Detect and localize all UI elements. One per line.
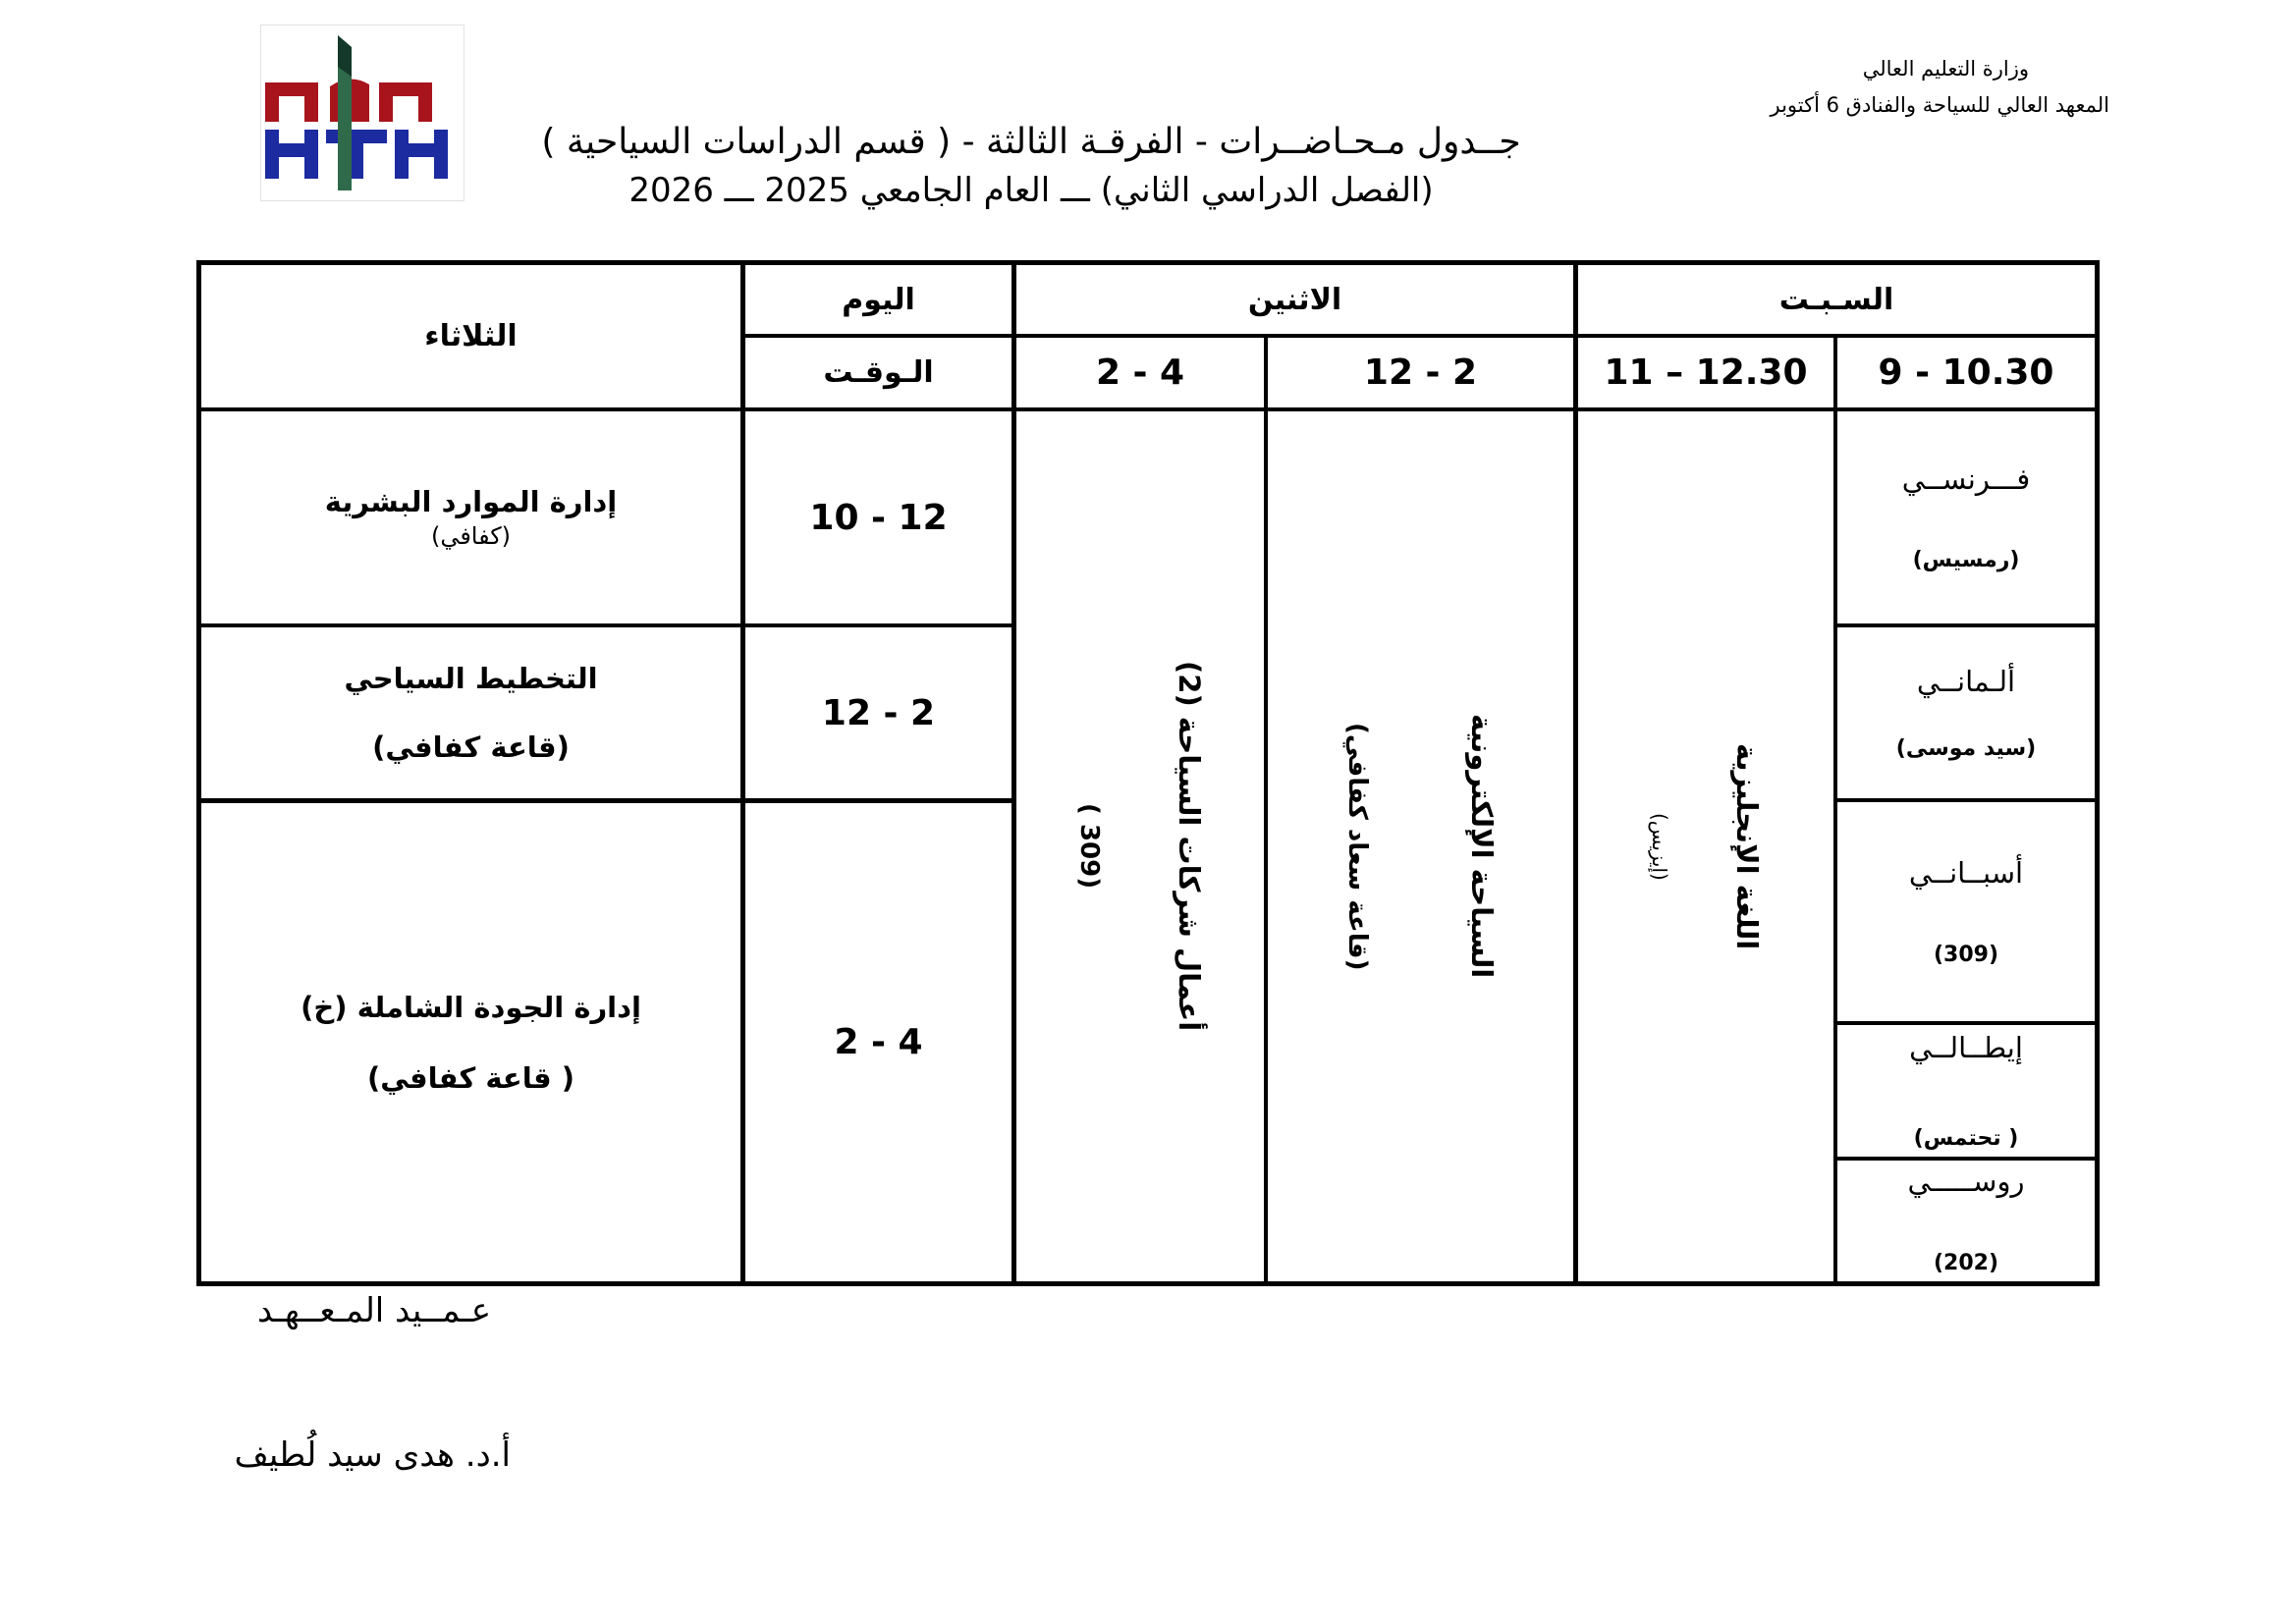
room-name: (309) bbox=[1933, 943, 1999, 968]
course-name: إدارة الموارد البشرية bbox=[324, 485, 618, 518]
course-name: اللغة الإنجليزية bbox=[1730, 742, 1764, 950]
language-russian bbox=[1837, 1161, 2095, 1281]
course-name: أعمال شركات السياحة (2) bbox=[1173, 661, 1206, 1032]
room-name: ( تحتمس) bbox=[1913, 1126, 2019, 1151]
tuesday-time-1: 12 - 10 bbox=[809, 497, 948, 538]
room-name: (قاعة كفافي) bbox=[372, 730, 570, 764]
tuesday-session-2 bbox=[201, 627, 740, 798]
dean-title: عـمــيد المـعــهـد bbox=[257, 1291, 491, 1330]
monday-session-2 bbox=[1016, 411, 1264, 1281]
tuesday-session-1 bbox=[201, 411, 740, 623]
room-name: (كفافي) bbox=[430, 522, 512, 550]
room-name: (قاعة سعاد كفافي) bbox=[1342, 722, 1372, 971]
course-name: إيطــالــي bbox=[1909, 1031, 2023, 1064]
course-name: ألـمانــي bbox=[1916, 665, 2016, 699]
monday-session-1 bbox=[1268, 411, 1573, 1281]
schedule-table bbox=[196, 260, 2100, 1286]
ministry-name: وزارة التعليم العالي bbox=[1862, 57, 2029, 81]
saturday-slot1-time: 10.30 - 9 bbox=[1878, 352, 2054, 393]
saturday-slot2-time: 12.30 – 11 bbox=[1604, 352, 1808, 393]
room-name: (رمسيس) bbox=[1912, 547, 2020, 572]
course-name: روســـــي bbox=[1907, 1164, 2025, 1198]
day-header-monday: الاثنين bbox=[1247, 282, 1342, 317]
day-header-saturday: السـبـت bbox=[1778, 282, 1894, 317]
schedule-subtitle: (الفصل الدراسي الثاني) ـــ العام الجامعي 2025 ـــ 2026 bbox=[629, 171, 1434, 210]
room-name: (309 ) bbox=[1074, 803, 1104, 890]
room-name: (إيزيس) bbox=[1648, 812, 1671, 881]
tuesday-session-3 bbox=[201, 803, 740, 1281]
monday-slot2-time: 4 - 2 bbox=[1095, 352, 1185, 393]
time-label: الـوقـت bbox=[823, 355, 934, 390]
language-german bbox=[1837, 627, 2095, 798]
institute-logo bbox=[260, 25, 465, 201]
language-spanish bbox=[1837, 802, 2095, 1021]
schedule-title: جــدول مـحـاضــرات - الفرقـة الثالثة - ( قسم الدراسات السياحية ) bbox=[541, 122, 1521, 162]
day-label: اليوم bbox=[842, 282, 915, 317]
day-header-tuesday: الثلاثاء bbox=[424, 319, 518, 353]
dean-name: أ.د. هدى سيد لُطيف bbox=[234, 1435, 511, 1475]
institute-name: المعهد العالي للسياحة والفنادق 6 أكتوبر bbox=[1770, 93, 2109, 117]
course-name: إدارة الجودة الشاملة (خ) bbox=[301, 990, 641, 1024]
tuesday-time-2: 2 - 12 bbox=[821, 692, 936, 733]
language-french bbox=[1837, 411, 2095, 623]
course-name: السياحة الإلكترونية bbox=[1465, 714, 1499, 979]
language-italian bbox=[1837, 1025, 2095, 1157]
room-name: ( قاعة كفافي) bbox=[367, 1060, 574, 1095]
monday-slot1-time: 2 - 12 bbox=[1363, 352, 1478, 393]
tuesday-time-3: 4 - 2 bbox=[834, 1022, 923, 1062]
room-name: (سيد موسى) bbox=[1895, 735, 2037, 761]
course-name: أسبــانــي bbox=[1908, 855, 2024, 890]
course-name: التخطيط السياحي bbox=[344, 662, 598, 696]
institution-header bbox=[1697, 51, 2109, 124]
course-name: فـــرنســي bbox=[1901, 462, 2031, 497]
saturday-english-session bbox=[1578, 411, 1833, 1281]
room-name: (202) bbox=[1933, 1251, 1999, 1275]
institute-logo-icon bbox=[261, 26, 464, 200]
